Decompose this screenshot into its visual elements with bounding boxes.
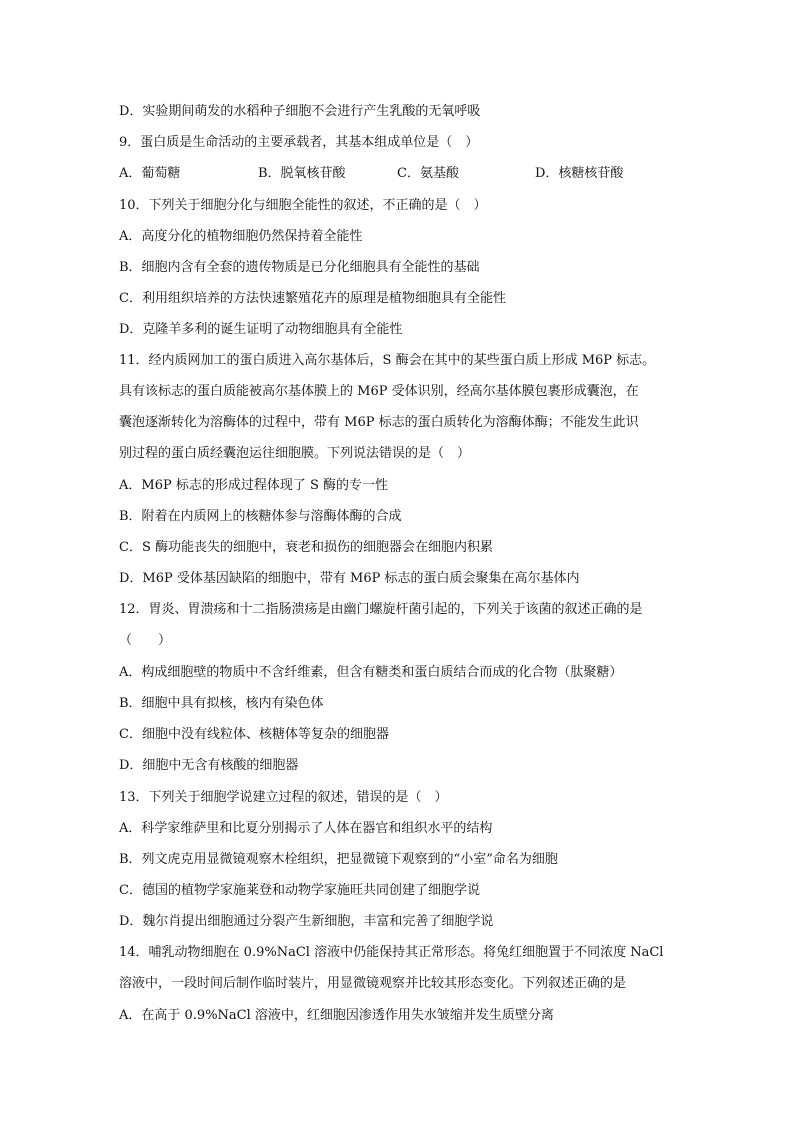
- q13-option-d: D．魏尔肖提出细胞通过分裂产生新细胞，丰富和完善了细胞学说: [119, 914, 494, 929]
- q14-option-a: A．在高于 0.9%NaCl 溶液中，红细胞因渗透作用失水皱缩并发生质壁分离: [119, 1008, 554, 1023]
- q13-stem: 13．下列关于细胞学说建立过程的叙述，错误的是（ ）: [119, 790, 448, 805]
- q11-stem-line-4: 别过程的蛋白质经囊泡运往细胞膜。下列说法错误的是（ ）: [119, 446, 471, 461]
- q10-option-c: C．利用组织培养的方法快速繁殖花卉的原理是植物细胞具有全能性: [119, 291, 506, 306]
- q10-option-b: B．细胞内含有全套的遗传物质是已分化细胞具有全能性的基础: [119, 260, 480, 275]
- q9-option-c: C．氨基酸: [397, 166, 459, 181]
- q9-option-d: D．核糖核苷酸: [535, 166, 624, 181]
- q11-stem-line-3: 囊泡逐渐转化为溶酶体的过程中，带有 M6P 标志的蛋白质转化为溶酶体酶；不能发生此识: [119, 415, 639, 430]
- q13-option-a: A．科学家维萨里和比夏分别揭示了人体在器官和组织水平的结构: [119, 821, 493, 836]
- q8-option-d: D．实验期间萌发的水稻种子细胞不会进行产生乳酸的无氧呼吸: [119, 104, 481, 119]
- q10-stem: 10．下列关于细胞分化与细胞全能性的叙述，不正确的是（ ）: [119, 198, 487, 213]
- q11-option-a: A．M6P 标志的形成过程体现了 S 酶的专一性: [119, 478, 389, 493]
- q13-option-c: C．德国的植物学家施莱登和动物学家施旺共同创建了细胞学说: [119, 883, 480, 898]
- q12-option-a: A．构成细胞壁的物质中不含纤维素，但含有糖类和蛋白质结合而成的化合物（肽聚糖）: [119, 665, 623, 680]
- q11-stem-line-2: 具有该标志的蛋白质能被高尔基体膜上的 M6P 受体识别，经高尔基体膜包裹形成囊泡，在: [119, 384, 639, 399]
- q11-stem-line-1: 11．经内质网加工的蛋白质进入高尔基体后，S 酶会在其中的某些蛋白质上形成 M6P 标志。: [119, 353, 656, 368]
- q11-option-d: D．M6P 受体基因缺陷的细胞中，带有 M6P 标志的蛋白质会聚集在高尔基体内: [119, 571, 580, 586]
- q11-option-c: C．S 酶功能丧失的细胞中，衰老和损伤的细胞器会在细胞内积累: [119, 540, 493, 555]
- q12-option-d: D．细胞中无含有核酸的细胞器: [119, 758, 299, 773]
- q9-stem: 9．蛋白质是生命活动的主要承载者，其基本组成单位是（ ）: [119, 135, 479, 150]
- q14-stem-line-1: 14．哺乳动物细胞在 0.9%NaCl 溶液中仍能保持其正常形态。将兔红细胞置于不同浓度 NaCl: [119, 945, 664, 960]
- q12-option-c: C．细胞中没有线粒体、核糖体等复杂的细胞器: [119, 727, 389, 742]
- q10-option-a: A．高度分化的植物细胞仍然保持着全能性: [119, 229, 363, 244]
- q12-option-b: B．细胞中具有拟核，核内有染色体: [119, 696, 324, 711]
- q14-stem-line-2: 溶液中，一段时间后制作临时装片，用显微镜观察并比较其形态变化。下列叙述正确的是: [119, 976, 627, 991]
- q9-option-a: A．葡萄糖: [119, 166, 181, 181]
- q11-option-b: B．附着在内质网上的核糖体参与溶酶体酶的合成: [119, 509, 402, 524]
- q10-option-d: D．克隆羊多利的诞生证明了动物细胞具有全能性: [119, 322, 403, 337]
- q12-stem-line-2: （ ）: [119, 633, 172, 648]
- q13-option-b: B．列文虎克用显微镜观察木栓组织，把显微镜下观察到的“小室”命名为细胞: [119, 852, 558, 867]
- q9-option-b: B．脱氧核苷酸: [258, 166, 346, 181]
- q12-stem-line-1: 12．胃炎、胃溃疡和十二指肠溃疡是由幽门螺旋杆菌引起的，下列关于该菌的叙述正确的是: [119, 602, 643, 617]
